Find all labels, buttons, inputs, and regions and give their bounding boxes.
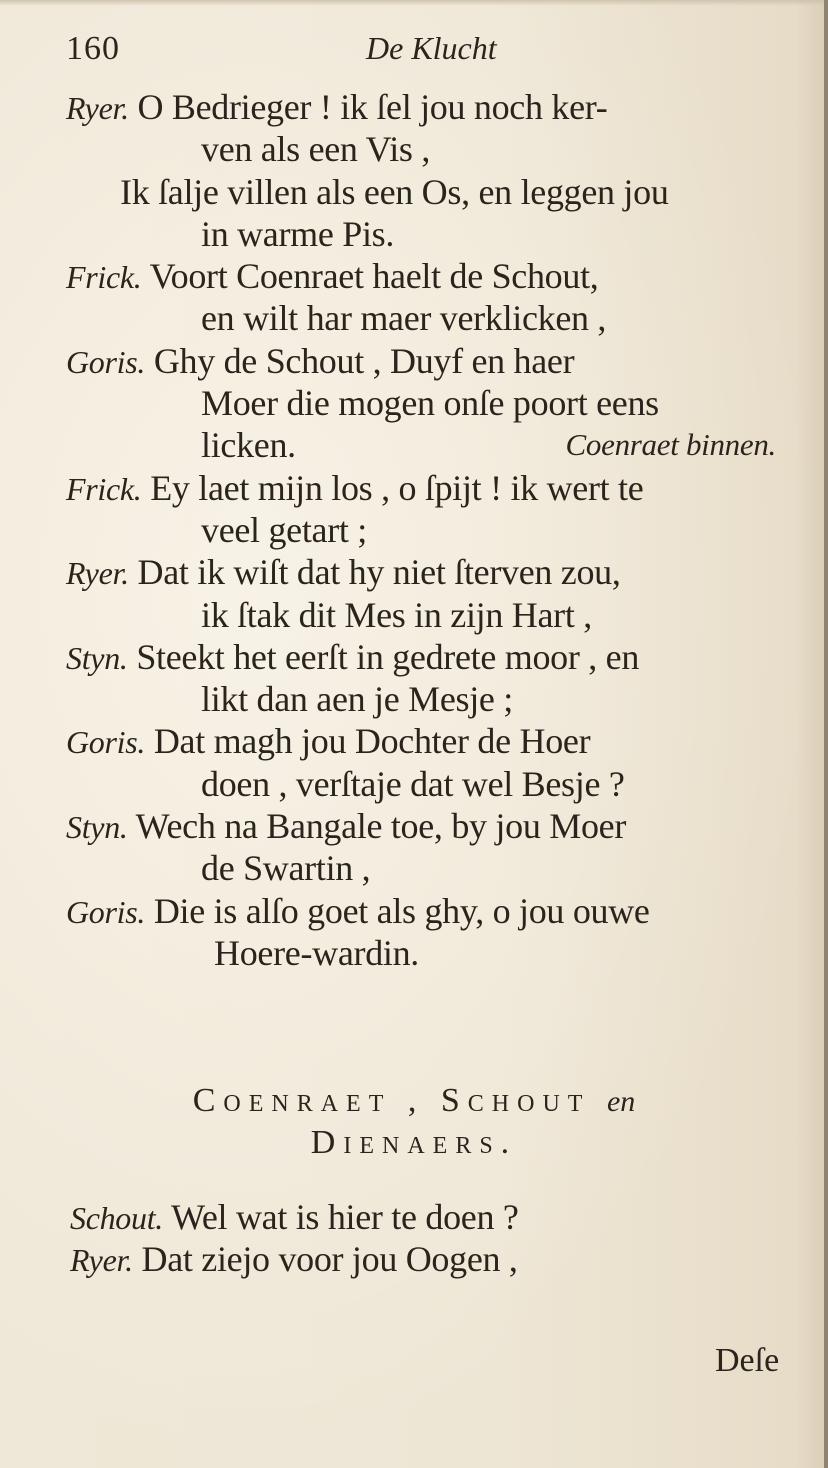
speaker-name: Ryer.	[66, 90, 129, 126]
dialogue-line	[66, 171, 806, 213]
dialogue-line	[70, 1238, 810, 1280]
page-top-edge	[0, 0, 828, 6]
dialogue-block-2	[70, 1196, 810, 1281]
speech-text: in warme Pis.	[201, 213, 395, 254]
speech-text: O Bedrieger ! ik ſel jou noch ker-	[137, 87, 608, 127]
dialogue-line	[66, 678, 806, 720]
dialogue-line	[66, 382, 806, 424]
speaker-name: Frick.	[66, 470, 142, 507]
speaker-name: Goris.	[66, 724, 146, 761]
scene-heading-characters: Dienaers.	[310, 1124, 518, 1161]
dialogue-line	[66, 86, 806, 128]
speech-text: Wech na Bangale toe, by jou Moer	[135, 806, 627, 847]
speaker-name: Styn.	[66, 639, 128, 676]
speaker-name: Frick.	[66, 259, 142, 296]
speech-text: likt dan aen je Mesje ;	[201, 679, 514, 720]
dialogue-line	[66, 636, 806, 678]
page-number: 160	[66, 30, 120, 67]
speech-text: ik ſtak dit Mes in zijn Hart ,	[201, 594, 592, 635]
speech-text: Wel wat is hier te doen ?	[171, 1197, 519, 1237]
speech-text: ven als een Vis ,	[201, 129, 431, 170]
speech-text: Ghy de Schout , Duyf en haer	[153, 340, 575, 381]
dialogue-line	[66, 128, 806, 170]
speaker-name: Goris.	[66, 893, 146, 930]
speech-text: licken.	[201, 425, 296, 466]
speech-text: Dat magh jou Dochter de Hoer	[153, 721, 591, 762]
dialogue-line	[66, 255, 806, 297]
speech-text: Moer die mogen onſe poort eens	[201, 383, 659, 424]
dialogue-line	[70, 1196, 810, 1238]
dialogue-line	[66, 509, 806, 551]
dialogue-line	[66, 424, 806, 466]
speech-text: Dat ik wiſt dat hy niet ſterven zou,	[137, 552, 621, 593]
speech-text: Ik ſalje villen als een Os, en leggen jou	[120, 171, 669, 212]
speaker-name: Schout.	[70, 1200, 163, 1236]
scene-heading-line-1	[0, 1082, 828, 1120]
dialogue-line	[66, 467, 806, 509]
speech-text: Dat ziejo voor jou Oogen ,	[141, 1239, 518, 1280]
speaker-name: Goris.	[66, 343, 146, 380]
speaker-name: Ryer.	[70, 1242, 133, 1279]
speech-text: doen , verſtaje dat wel Besje ?	[201, 763, 625, 804]
dialogue-line	[66, 932, 806, 974]
dialogue-line	[66, 847, 806, 889]
dialogue-block	[66, 86, 806, 974]
dialogue-line	[66, 213, 806, 255]
speaker-name: Styn.	[66, 809, 128, 846]
dialogue-line	[66, 890, 806, 932]
scene-heading-line-2	[0, 1124, 828, 1162]
speech-text: en wilt har maer verklicken ,	[201, 298, 607, 339]
dialogue-line	[66, 805, 806, 847]
speech-text: de Swartin ,	[201, 848, 371, 889]
dialogue-line	[66, 594, 806, 636]
catchword: Deſe	[715, 1342, 780, 1379]
dialogue-line	[66, 297, 806, 339]
stage-direction: Coenraet binnen.	[565, 427, 776, 463]
speaker-name: Ryer.	[66, 555, 129, 592]
speech-text: Voort Coenraet haelt de Schout,	[149, 256, 599, 297]
page-gutter-edge	[824, 0, 828, 1468]
dialogue-line	[66, 720, 806, 762]
speech-text: veel getart ;	[201, 509, 368, 550]
dialogue-line	[66, 551, 806, 593]
scene-heading-conjunction: en	[606, 1085, 636, 1118]
dialogue-line	[66, 763, 806, 805]
page-header	[66, 30, 546, 70]
speech-text: Hoere-wardin.	[214, 932, 419, 973]
running-title: De Klucht	[366, 30, 497, 66]
dialogue-line	[66, 340, 806, 382]
speech-text: Ey laet mijn los , o ſpijt ! ik wert te	[150, 467, 644, 508]
scene-heading-characters: Coenraet , Schout	[192, 1082, 591, 1119]
speech-text: Steekt het eerſt in gedrete moor , en	[136, 636, 640, 677]
speech-text: Die is alſo goet als ghy, o jou ouwe	[153, 890, 650, 931]
